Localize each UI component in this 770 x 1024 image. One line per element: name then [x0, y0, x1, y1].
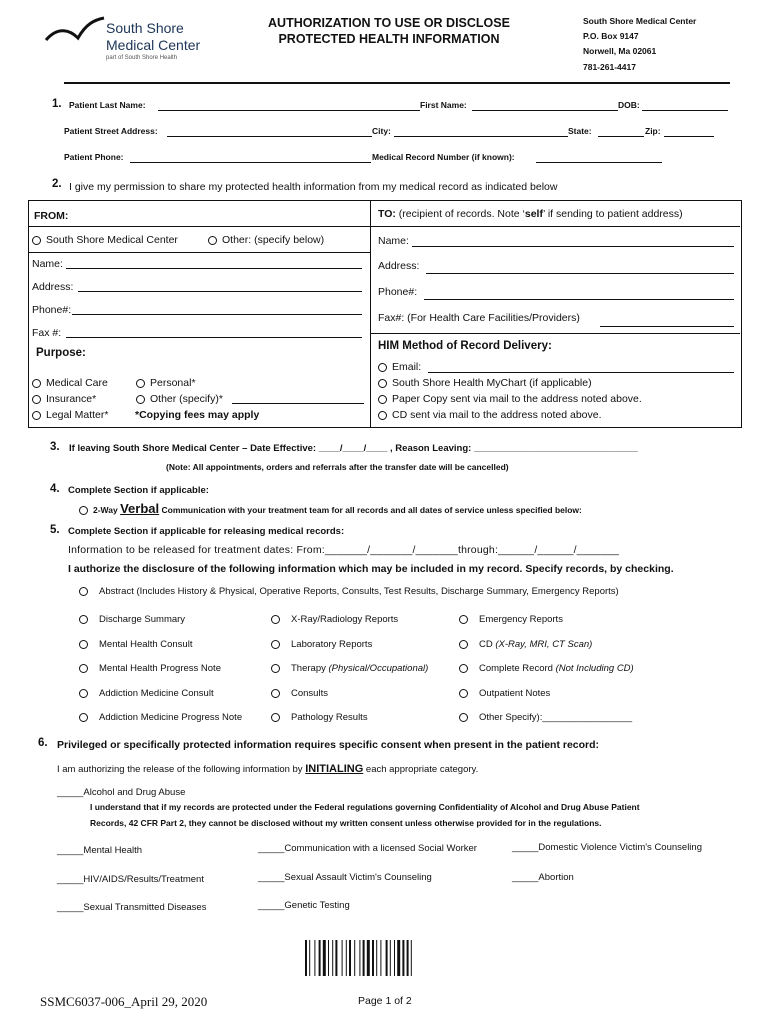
radio-circle-icon[interactable] [459, 713, 468, 722]
record-option[interactable] [271, 712, 368, 723]
leaving-text: If leaving South Shore Medical Center – Date Effective: ____/____/____ , Reason Leaving: _______________________________ [69, 443, 638, 454]
delivery-email[interactable] [378, 361, 421, 373]
alcohol-note-line1: I understand that if my records are protected under the Federal regulations governing Confidentiality of Alcohol and Drug Abuse Patient [90, 802, 640, 812]
radio-circle-icon[interactable] [79, 689, 88, 698]
record-option-qualifier: (Physical/Occupational) [328, 663, 429, 674]
to-address-label: Address: [378, 260, 420, 272]
purpose-other-field[interactable] [232, 403, 364, 404]
genetic-testing-initial[interactable]: _____Genetic Testing [258, 900, 350, 911]
barcode-bar [386, 940, 388, 976]
radio-circle-icon[interactable] [459, 640, 468, 649]
domestic-violence-initial[interactable]: _____Domestic Violence Victim's Counseling [512, 842, 702, 853]
section6-number: 6. [38, 737, 48, 749]
zip-label: Zip: [645, 126, 661, 136]
radio-circle-icon[interactable] [32, 379, 41, 388]
record-option-label: Emergency Reports [479, 614, 563, 625]
barcode-bar [402, 940, 404, 976]
wave-logo-icon [44, 16, 106, 44]
radio-circle-icon[interactable] [79, 587, 88, 596]
record-option-qualifier: (Not Including CD) [555, 663, 634, 674]
radio-circle-icon[interactable] [32, 395, 41, 404]
from-name-label: Name: [32, 258, 63, 270]
purpose-other-label: Other (specify)* [150, 393, 223, 405]
sexual-assault-initial[interactable]: _____Sexual Assault Victim's Counseling [258, 872, 432, 883]
record-option[interactable] [459, 614, 563, 625]
to-heading-label: TO: [378, 208, 396, 220]
record-option-label: Mental Health Consult [99, 639, 193, 650]
verbal-pre: 2-Way [93, 505, 121, 515]
street-address-field[interactable] [167, 136, 372, 137]
to-fax-label: Fax#: (For Health Care Facilities/Providers) [378, 312, 580, 324]
purpose-personal[interactable] [136, 377, 196, 389]
first-name-field[interactable] [472, 110, 618, 111]
record-option[interactable] [271, 688, 328, 699]
from-fax-field[interactable] [66, 337, 362, 338]
to-name-field[interactable] [412, 246, 734, 247]
radio-circle-icon[interactable] [378, 363, 387, 372]
barcode-bar [407, 940, 409, 976]
record-option[interactable] [79, 688, 214, 699]
radio-circle-icon[interactable] [208, 236, 217, 245]
record-option-label: Outpatient Notes [479, 688, 551, 699]
record-option-label: Other Specify):_________________ [479, 712, 633, 723]
barcode-bar [319, 940, 321, 976]
section6-heading: Privileged or specifically protected information requires specific consent when present in the patient record: [57, 739, 600, 751]
to-note-self: self [524, 208, 543, 220]
section4-heading: Complete Section if applicable: [68, 485, 209, 496]
radio-circle-icon[interactable] [136, 379, 145, 388]
him-heading: HIM Method of Record Delivery: [378, 340, 552, 352]
abortion-initial[interactable]: _____Abortion [512, 872, 574, 883]
hiv-initial[interactable]: _____HIV/AIDS/Results/Treatment [57, 874, 204, 885]
radio-circle-icon[interactable] [378, 395, 387, 404]
record-option[interactable] [459, 663, 634, 674]
from-heading: FROM: [34, 210, 69, 222]
verbal-word: Verbal [120, 501, 160, 516]
address-line: Norwell, Ma 02061 [583, 46, 657, 56]
barcode-bar [323, 940, 326, 976]
option-ssmc-label: South Shore Medical Center [46, 234, 178, 246]
purpose-personal-label: Personal* [150, 377, 196, 389]
city-label: City: [372, 126, 391, 136]
barcode-bar [372, 940, 374, 976]
address-line: P.O. Box 9147 [583, 31, 639, 41]
barcode-bar [359, 940, 360, 976]
record-option[interactable] [79, 663, 221, 674]
radio-circle-icon[interactable] [271, 640, 280, 649]
delivery-paper-label: Paper Copy sent via mail to the address noted above. [392, 393, 642, 405]
logo-line1: South Shore [106, 20, 184, 36]
section1-number: 1. [52, 98, 62, 110]
state-field[interactable] [598, 136, 644, 137]
record-option-label: Mental Health Progress Note [99, 663, 221, 674]
delivery-email-label: Email: [392, 361, 422, 373]
barcode-bar [349, 940, 351, 976]
option-ssmc[interactable] [32, 234, 178, 246]
radio-circle-icon[interactable] [459, 615, 468, 624]
street-address-label: Patient Street Address: [64, 126, 158, 136]
section5-number: 5. [50, 524, 60, 536]
section5-heading: Complete Section if applicable for releasing medical records: [68, 526, 345, 537]
purpose-legal[interactable] [32, 409, 108, 421]
initialing-post: each appropriate category. [363, 764, 479, 775]
purpose-insurance-label: Insurance* [46, 393, 97, 405]
to-phone-label: Phone#: [378, 286, 418, 298]
zip-field[interactable] [664, 136, 714, 137]
delivery-mychart-label: South Shore Health MyChart (if applicable) [392, 377, 592, 389]
page-number: Page 1 of 2 [358, 995, 412, 1007]
barcode-bar [342, 940, 343, 976]
radio-circle-icon[interactable] [271, 664, 280, 673]
radio-circle-icon[interactable] [32, 411, 41, 420]
radio-circle-icon[interactable] [79, 664, 88, 673]
barcode-bar [332, 940, 333, 976]
from-phone-field[interactable] [72, 314, 362, 315]
patient-phone-label: Patient Phone: [64, 152, 124, 162]
record-option-label: CD [479, 639, 496, 650]
from-address-field[interactable] [78, 291, 362, 292]
option-other-label: Other: (specify below) [222, 234, 325, 246]
record-option[interactable] [271, 614, 398, 625]
radio-circle-icon[interactable] [79, 640, 88, 649]
form-title-line1: AUTHORIZATION TO USE OR DISCLOSE [268, 16, 510, 30]
patient-phone-field[interactable] [130, 162, 371, 163]
barcode-bar [363, 940, 365, 976]
radio-circle-icon[interactable] [378, 411, 387, 420]
logo [44, 14, 214, 66]
alcohol-note-line2: Records, 42 CFR Part 2, they cannot be disclosed without my written consent unless otherwise provided for in the regulations. [90, 818, 602, 828]
copying-fees-note: *Copying fees may apply [135, 409, 260, 421]
barcode-bar [390, 940, 391, 976]
logo-tagline: part of South Shore Health [106, 55, 178, 61]
delivery-cd[interactable] [378, 409, 602, 421]
email-field[interactable] [428, 372, 734, 373]
record-option[interactable] [271, 639, 372, 650]
form-id: SSMC6037-006_April 29, 2020 [40, 994, 208, 1009]
record-option-label: Consults [291, 688, 328, 699]
alcohol-drug-initial[interactable]: _____Alcohol and Drug Abuse [57, 787, 186, 798]
barcode-bar [314, 940, 315, 976]
option-other[interactable] [208, 234, 324, 246]
record-option-label: X-Ray/Radiology Reports [291, 614, 399, 625]
barcode-bar [367, 940, 370, 976]
barcode-bar [411, 940, 412, 976]
record-option-label: Addiction Medicine Progress Note [99, 712, 243, 723]
radio-circle-icon[interactable] [32, 236, 41, 245]
radio-circle-icon[interactable] [271, 689, 280, 698]
record-option[interactable] [79, 639, 192, 650]
permission-text: I give my permission to share my protected health information from my medical record as indicated below [69, 181, 558, 193]
city-field[interactable] [394, 136, 568, 137]
radio-circle-icon[interactable] [136, 395, 145, 404]
barcode-bar [346, 940, 347, 976]
form-title-line2: PROTECTED HEALTH INFORMATION [278, 32, 500, 46]
barcode-bar [380, 940, 381, 976]
logo-line2: Medical Center [106, 37, 201, 53]
barcode-bar [397, 940, 400, 976]
radio-circle-icon[interactable] [79, 713, 88, 722]
std-initial[interactable]: _____Sexual Transmitted Diseases [57, 902, 207, 913]
record-option[interactable] [271, 663, 428, 674]
initialing-pre: I am authorizing the release of the following information by [57, 764, 306, 775]
record-option-label: Complete Record [479, 663, 556, 674]
radio-circle-icon[interactable] [79, 506, 88, 515]
mrn-field[interactable] [536, 162, 662, 163]
delivery-mychart[interactable] [378, 377, 592, 389]
record-option-label: Pathology Results [291, 712, 368, 723]
from-name-field[interactable] [66, 268, 362, 269]
radio-circle-icon[interactable] [271, 713, 280, 722]
barcode-bar [328, 940, 329, 976]
record-option-label: Discharge Summary [99, 614, 186, 625]
row-rule [370, 333, 740, 334]
barcode-bar [335, 940, 337, 976]
radio-circle-icon[interactable] [271, 615, 280, 624]
last-name-field[interactable] [158, 110, 420, 111]
from-phone-label: Phone#: [32, 304, 72, 316]
record-option-label: Laboratory Reports [291, 639, 373, 650]
authorize-text: I authorize the disclosure of the following information which may be included in my record. Specify records, by checking. [68, 563, 674, 575]
record-option[interactable] [79, 614, 185, 625]
record-option[interactable] [459, 688, 550, 699]
to-note: (recipient of records. Note ‘ [395, 208, 525, 220]
to-note-end: ’ if sending to patient address) [542, 208, 683, 220]
radio-circle-icon[interactable] [459, 689, 468, 698]
section3-number: 3. [50, 441, 60, 453]
mrn-label: Medical Record Number (if known): [372, 152, 515, 162]
barcode-bar [376, 940, 377, 976]
record-option[interactable] [459, 712, 632, 723]
last-name-label: Patient Last Name: [69, 100, 146, 110]
purpose-legal-label: Legal Matter* [46, 409, 109, 421]
purpose-medical[interactable] [32, 377, 108, 389]
verbal-post: Communication with your treatment team for all records and all dates of service unless specified below: [159, 505, 582, 515]
treatment-dates: Information to be released for treatment dates: From:_______/_______/_______through:______/______/_______ [68, 544, 620, 556]
initialing-word: INITIALING [305, 763, 364, 775]
purpose-heading: Purpose: [36, 347, 86, 359]
social-worker-initial[interactable]: _____Communication with a licensed Social Worker [258, 843, 477, 854]
record-abstract-label: Abstract (Includes History & Physical, Operative Reports, Consults, Test Results, Discharge Summary, Emergency Reports) [99, 586, 619, 597]
row-rule [28, 252, 370, 253]
to-address-field[interactable] [426, 273, 734, 274]
to-name-label: Name: [378, 235, 409, 247]
to-fax-field[interactable] [600, 326, 734, 327]
header-divider [64, 82, 730, 84]
record-option[interactable] [459, 639, 592, 650]
from-fax-label: Fax #: [32, 327, 62, 339]
first-name-label: First Name: [420, 100, 467, 110]
to-phone-field[interactable] [424, 299, 734, 300]
from-heading-rule [28, 226, 370, 227]
to-heading [378, 208, 683, 220]
record-option[interactable] [79, 712, 242, 723]
from-address-label: Address: [32, 281, 74, 293]
barcode-bar [394, 940, 395, 976]
record-abstract[interactable] [79, 586, 619, 597]
radio-circle-icon[interactable] [459, 664, 468, 673]
barcode-bar [354, 940, 355, 976]
purpose-medical-label: Medical Care [46, 377, 108, 389]
purpose-other[interactable] [136, 393, 223, 405]
table-divider [370, 200, 371, 427]
to-heading-rule [370, 226, 740, 227]
mental-health-initial[interactable]: _____Mental Health [57, 845, 143, 856]
address-line: 781-261-4417 [583, 62, 636, 72]
delivery-cd-label: CD sent via mail to the address noted above. [392, 409, 602, 421]
initialing-text [57, 763, 478, 775]
record-option-label: Therapy [291, 663, 329, 674]
purpose-insurance[interactable] [32, 393, 96, 405]
section2-number: 2. [52, 178, 62, 190]
barcode-bar [305, 940, 307, 976]
radio-circle-icon[interactable] [79, 615, 88, 624]
section4-number: 4. [50, 483, 60, 495]
dob-label: DOB: [618, 100, 640, 110]
address-line: South Shore Medical Center [583, 16, 697, 26]
record-option-qualifier: (X-Ray, MRI, CT Scan) [495, 639, 593, 650]
barcode-bar [309, 940, 310, 976]
verbal-option[interactable] [79, 501, 582, 516]
barcode [305, 940, 465, 976]
delivery-paper[interactable] [378, 393, 642, 405]
record-option-label: Addiction Medicine Consult [99, 688, 214, 699]
radio-circle-icon[interactable] [378, 379, 387, 388]
dob-field[interactable] [642, 110, 728, 111]
state-label: State: [568, 126, 592, 136]
transfer-note: (Note: All appointments, orders and referrals after the transfer date will be cancelled) [166, 462, 509, 472]
